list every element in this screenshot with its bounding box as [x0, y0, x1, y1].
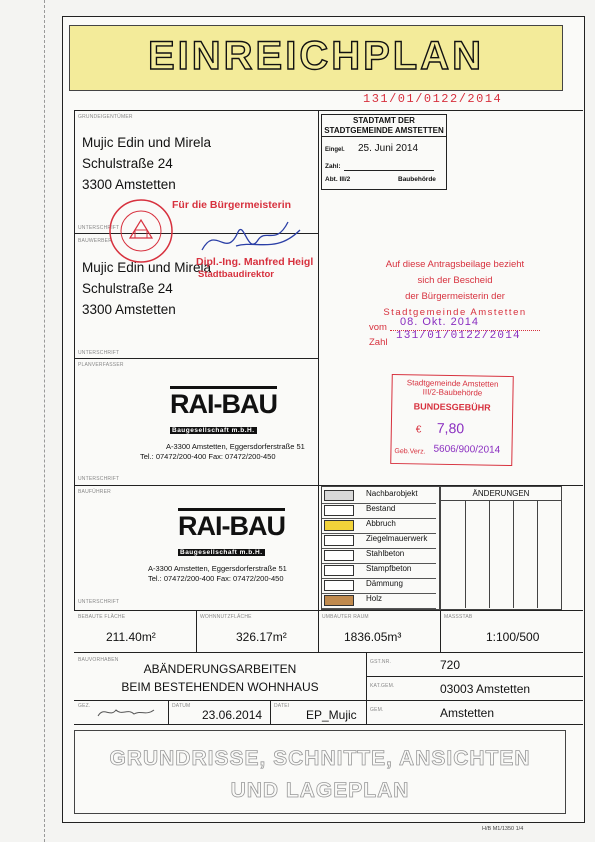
legend-label: Bestand	[366, 504, 396, 513]
changes-col	[513, 500, 514, 608]
builder-owner-city: 3300 Amstetten	[82, 302, 176, 317]
builder-owner-name: Mujic Edin und Mirela	[82, 260, 212, 275]
file-number: 131/01/0122/2014	[363, 92, 503, 106]
planner-signature-label: UNTERSCHRIFT	[78, 476, 120, 482]
builder-owner-label: BAUWERBER	[78, 238, 113, 244]
living-area-label: WOHNNUTZFLÄCHE	[200, 614, 252, 620]
legend-label: Ziegelmauerwerk	[366, 534, 428, 543]
built-area-label: BEBAUTE FLÄCHE	[78, 614, 126, 620]
received-date: 25. Juni 2014	[358, 143, 419, 154]
file-value: EP_Mujic	[306, 708, 357, 722]
approval-line4: Stadtgemeinde Amstetten	[383, 307, 527, 318]
owner-street: Schulstraße 24	[82, 156, 173, 171]
fee-stamp-line2: III/2-Baubehörde	[422, 387, 483, 398]
date-label: DATUM	[172, 703, 191, 709]
divider	[366, 676, 583, 677]
divider	[74, 724, 583, 725]
changes-col	[489, 500, 490, 608]
cadastral-label: KAT.GEM.	[370, 683, 395, 689]
divider	[74, 610, 583, 611]
divider	[270, 700, 271, 724]
approval-line2: sich der Bescheid	[417, 275, 493, 286]
fee-ref-label: Geb.Verz.	[394, 448, 426, 456]
place-label: GEM.	[370, 707, 384, 713]
planner-address: A-3300 Amstetten, Eggersdorferstraße 51	[166, 442, 305, 451]
footer-title-line1: GRUNDRISSE, SCHNITTE, ANSICHTEN	[109, 747, 531, 770]
legend-label: Dämmung	[366, 579, 403, 588]
divider	[74, 110, 583, 111]
changes-col	[465, 500, 466, 608]
approval-note	[360, 257, 550, 321]
contractor-company-name: Baugesellschaft m.b.H.	[180, 549, 263, 556]
changes-box	[440, 486, 562, 610]
divider	[74, 358, 318, 359]
volume-value: 1836.05m³	[344, 630, 402, 644]
legend-label: Holz	[366, 594, 383, 603]
footer-code: H/B M1/1350 1/4	[482, 826, 524, 832]
contractor-address: A-3300 Amstetten, Eggersdorferstraße 51	[148, 564, 287, 573]
footer-title-box	[74, 730, 566, 814]
planner-company	[140, 386, 310, 462]
lot-value: 720	[440, 658, 461, 672]
owner-city: 3300 Amstetten	[82, 177, 176, 192]
divider	[74, 700, 583, 701]
divider	[318, 110, 319, 610]
legend-swatch	[324, 490, 354, 501]
title-box	[69, 25, 563, 91]
legend-swatch	[324, 520, 354, 531]
changes-header: ÄNDERUNGEN	[441, 487, 561, 501]
authority-stamp	[321, 114, 447, 190]
lot-label: GST.NR.	[370, 659, 392, 665]
planner-label: PLANVERFASSER	[78, 362, 124, 368]
divider	[366, 652, 367, 724]
approval-line3: der Bürgermeisterin der	[405, 291, 505, 302]
document-title: EINREICHPLAN	[147, 34, 485, 78]
living-area-value: 326.17m²	[236, 630, 287, 644]
fold-line-left	[44, 0, 45, 842]
contractor-label: BAUFÜHRER	[78, 489, 111, 495]
volume-label: UMBAUTER RAUM	[322, 614, 369, 620]
project-line1: ABÄNDERUNGSARBEITEN	[143, 662, 297, 676]
date-value: 23.06.2014	[202, 708, 263, 722]
owner-label: GRUNDEIGENTÜMER	[78, 114, 133, 120]
scale-value: 1:100/500	[486, 630, 540, 644]
round-seal-icon	[108, 198, 174, 264]
legend-label: Nachbarobjekt	[366, 489, 418, 498]
received-label: Eingel.	[325, 147, 345, 153]
signature-icon	[196, 210, 306, 266]
legend-swatch	[324, 505, 354, 516]
legend-swatch	[324, 580, 354, 591]
legend-swatch	[324, 550, 354, 561]
divider	[168, 700, 169, 724]
contractor-logo: RAI-BAU	[178, 508, 285, 541]
contractor-signature-label: UNTERSCHRIFT	[78, 599, 120, 605]
legend-label: Stampfbeton	[366, 564, 412, 573]
divider	[74, 652, 583, 653]
authority-stamp-line2: STADTGEMEINDE AMSTETTEN	[322, 126, 446, 137]
authority-stamp-line1: STADTAMT DER	[353, 116, 415, 125]
fee-stamp-line1: Stadtgemeinde Amstetten	[406, 378, 499, 389]
approval-line1: Auf diese Antragsbeilage bezieht	[385, 259, 525, 270]
file-label: DATEI	[274, 703, 290, 709]
approval-number-value: 131/01/0122/2014	[396, 330, 521, 342]
fee-currency: €	[415, 424, 422, 436]
mayor-stamp-line1: Für die Bürgermeisterin	[172, 199, 292, 211]
cadastral-value: 03003 Amstetten	[440, 682, 531, 696]
builder-owner-address	[82, 257, 211, 320]
approval-number-label: Zahl	[369, 337, 388, 348]
planner-logo: RAI-BAU	[170, 386, 277, 419]
legend-swatch	[324, 535, 354, 546]
owner-name: Mujic Edin und Mirela	[82, 135, 212, 150]
owner-signature-label: UNTERSCHRIFT	[78, 225, 120, 231]
legend-item	[322, 592, 436, 609]
fee-stamp	[390, 374, 514, 466]
scale-label: MASSSTAB	[444, 614, 473, 620]
project-label: BAUVORHABEN	[78, 657, 119, 663]
place-value: Amstetten	[440, 706, 495, 720]
legend-swatch	[324, 565, 354, 576]
contractor-company	[148, 508, 318, 584]
mayor-stamp-line3: Stadtbaudirektor	[198, 269, 275, 280]
project-line2: BEIM BESTEHENDEN WOHNHAUS	[121, 680, 319, 694]
dept-name: Baubehörde	[398, 176, 436, 183]
legend-label: Stahlbeton	[366, 549, 405, 558]
footer-title-line2: UND LAGEPLAN	[230, 779, 410, 802]
approval-from-value: 08. Okt. 2014	[400, 316, 480, 328]
planner-company-name: Baugesellschaft m.b.H.	[172, 427, 255, 434]
contractor-phone: Tel.: 07472/200-400 Fax: 07472/200-450	[148, 574, 284, 583]
legend-label: Abbruch	[366, 519, 396, 528]
fee-stamp-line3: BUNDESGEBÜHR	[413, 401, 491, 413]
mayor-stamp-line2: Dipl.-Ing. Manfred Heigl	[196, 256, 314, 268]
planner-phone: Tel.: 07472/200-400 Fax: 07472/200-450	[140, 452, 276, 461]
divider	[196, 610, 197, 652]
count-label: Zahl:	[325, 163, 341, 170]
fee-amount: 7,80	[436, 419, 465, 437]
dept-label: Abt. III/2	[325, 176, 351, 183]
built-area-value: 211.40m²	[106, 630, 156, 644]
drawn-label: GEZ.	[78, 703, 91, 709]
builder-owner-street: Schulstraße 24	[82, 281, 173, 296]
changes-col	[537, 500, 538, 608]
legend-swatch	[324, 595, 354, 606]
owner-address	[82, 132, 211, 195]
count-blank	[344, 170, 434, 171]
fee-ref-value: 5606/900/2014	[433, 443, 501, 456]
divider	[74, 110, 75, 610]
divider	[318, 610, 319, 652]
approval-from-label: vom	[369, 322, 387, 333]
divider	[440, 610, 441, 652]
drawn-signature-icon	[94, 702, 158, 722]
builder-owner-signature-label: UNTERSCHRIFT	[78, 350, 120, 356]
